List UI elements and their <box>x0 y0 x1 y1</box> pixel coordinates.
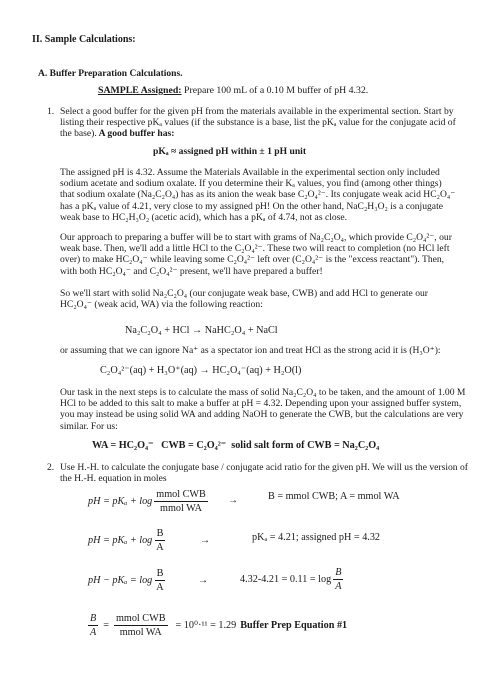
section-title: II. Sample Calculations: <box>32 34 136 45</box>
paragraph-task: Our task in the next steps is to calculate the mass of solid Na₂C₂O₄ to be taken, and the amount of 1.00 M HCl to be added to this salt to make a buffer at pH = 4.32. Depending upon your assigned buffer system, you may instead be using solid WA and adding NaOH to generate the CWB, but the calculations are very similar. For us: <box>60 387 466 432</box>
sample-assigned-line <box>98 85 368 96</box>
equation-4-ratio-denominator: A <box>90 627 97 638</box>
equation-4-ratio-numerator: B <box>90 613 97 624</box>
equation-3-note-fraction <box>333 567 343 592</box>
equation-3-denominator: A <box>156 582 164 593</box>
equation-1-denominator: mmol WA <box>160 503 203 514</box>
equation-1-fraction <box>154 489 208 514</box>
equation-4-label: Buffer Prep Equation #1 <box>240 619 348 631</box>
reaction-net-ionic: C₂O₄²⁻(aq) + H₃O⁺(aq) → HC₂O₄⁻(aq) + H₂O(l) <box>100 365 302 376</box>
equation-3 <box>88 568 168 593</box>
equation-2-denominator: A <box>156 542 164 553</box>
step-1-number: 1. <box>47 106 55 117</box>
equation-3-note <box>240 567 345 592</box>
equation-4-ratio <box>88 613 98 638</box>
paragraph-net-ionic-intro: or assuming that we can ignore Na⁺ as a spectator ion and treat HCl as the strong acid it is (H₃O⁺): <box>60 345 441 356</box>
definitions-line: WA = HC₂O₄⁻ CWB = C₂O₄²⁻ solid salt form of CWB = Na₂C₂O₄ <box>92 440 380 451</box>
equation-3-fraction <box>154 568 165 593</box>
step-2-text: Use H.-H. to calculate the conjugate base / conjugate acid ratio for the given pH. We will us the version of the H.-H. equation in moles <box>60 462 468 485</box>
sample-label: SAMPLE Assigned: <box>98 85 182 96</box>
equation-3-lhs: pH − pKₐ = log <box>88 574 153 586</box>
equation-1-numerator: mmol CWB <box>156 489 206 500</box>
equation-4-equals: = <box>103 619 109 631</box>
equation-4-mmol-denominator: mmol WA <box>119 627 162 638</box>
step-1-bold-tail: A good buffer has: <box>96 128 175 140</box>
buffer-rule: pKₐ ≈ assigned pH within ± 1 pH unit <box>153 146 307 157</box>
step-1-body: Select a good buffer for the given pH from the materials available in the experimental section. Start by listing their respective pKₐ values (if the substance is a base, list the pKₐ value for the conjugate acid of the base). <box>60 106 456 140</box>
sample-text: Prepare 100 mL of a 0.10 M buffer of pH 4.32. <box>181 85 369 96</box>
equation-3-note-numerator: B <box>335 567 342 578</box>
equation-3-note-text: 4.32-4.21 = 0.11 = log <box>240 573 332 585</box>
equation-3-arrow: → <box>198 575 209 586</box>
paragraph-start: So we'll start with solid Na₂C₂O₄ (our conjugate weak base, CWB) and add HCl to generate our HC₂O₄⁻ (weak acid, WA) via the following reaction: <box>60 288 428 311</box>
equation-4-mmol-fraction <box>114 613 168 638</box>
step-2-number: 2. <box>47 462 55 473</box>
equation-1-lhs: pH = pKₐ + log <box>88 495 153 507</box>
equation-2-note: pKₐ = 4.21; assigned pH = 4.32 <box>252 532 381 543</box>
step-1-text <box>60 106 460 140</box>
subsection-title: A. Buffer Preparation Calculations. <box>38 69 183 79</box>
equation-4-result: = 10⁰·¹¹ = 1.29 <box>175 619 237 631</box>
equation-2-arrow: → <box>200 535 211 546</box>
equation-1-note: B = mmol CWB; A = mmol WA <box>268 491 400 502</box>
equation-2-fraction <box>154 528 165 553</box>
paragraph-approach: Our approach to preparing a buffer will be to start with grams of Na₂C₂O₄, which provide C₂O₄²⁻, our weak base. Then, we'll add a little HCl to the C₂O₄²⁻. These two will react to completion (no HCl left over) to make HC₂O₄⁻ while leaving some C₂O₄²⁻ left over (C₂O₄²⁻ is the "excess reactant"). Then, with both HC₂O₄⁻ and C₂O₄²⁻ present, we'll have prepared a buffer! <box>60 232 452 277</box>
paragraph-acid-choice: The assigned pH is 4.32. Assume the Materials Available in the experimental section only included sodium acetate and sodium oxalate. If you determine their Kₐ values, you find (among other things) that sodium oxalate (Na₂C₂O₄) has as its anion the weak base C₂O₄²⁻. Its conjugate weak acid HC₂O₄⁻ has a pKₐ value of 4.21, very close to my assigned pH! On the other hand, NaC₂H₃O₂ is a conjugate weak base to HC₂H₃O₂ (acetic acid), which has a pKₐ of 4.74, not as close. <box>60 167 456 223</box>
equation-2-lhs: pH = pKₐ + log <box>88 534 153 546</box>
equation-3-numerator: B <box>156 568 164 579</box>
equation-3-note-denominator: A <box>335 581 342 592</box>
equation-1-arrow: → <box>228 495 239 506</box>
reaction-molecular: Na₂C₂O₄ + HCl → NaHC₂O₄ + NaCl <box>125 325 278 336</box>
equation-2 <box>88 528 168 553</box>
equation-1 <box>88 489 210 514</box>
equation-4 <box>86 613 347 638</box>
equation-4-mmol-numerator: mmol CWB <box>115 613 166 624</box>
equation-2-numerator: B <box>156 528 164 539</box>
